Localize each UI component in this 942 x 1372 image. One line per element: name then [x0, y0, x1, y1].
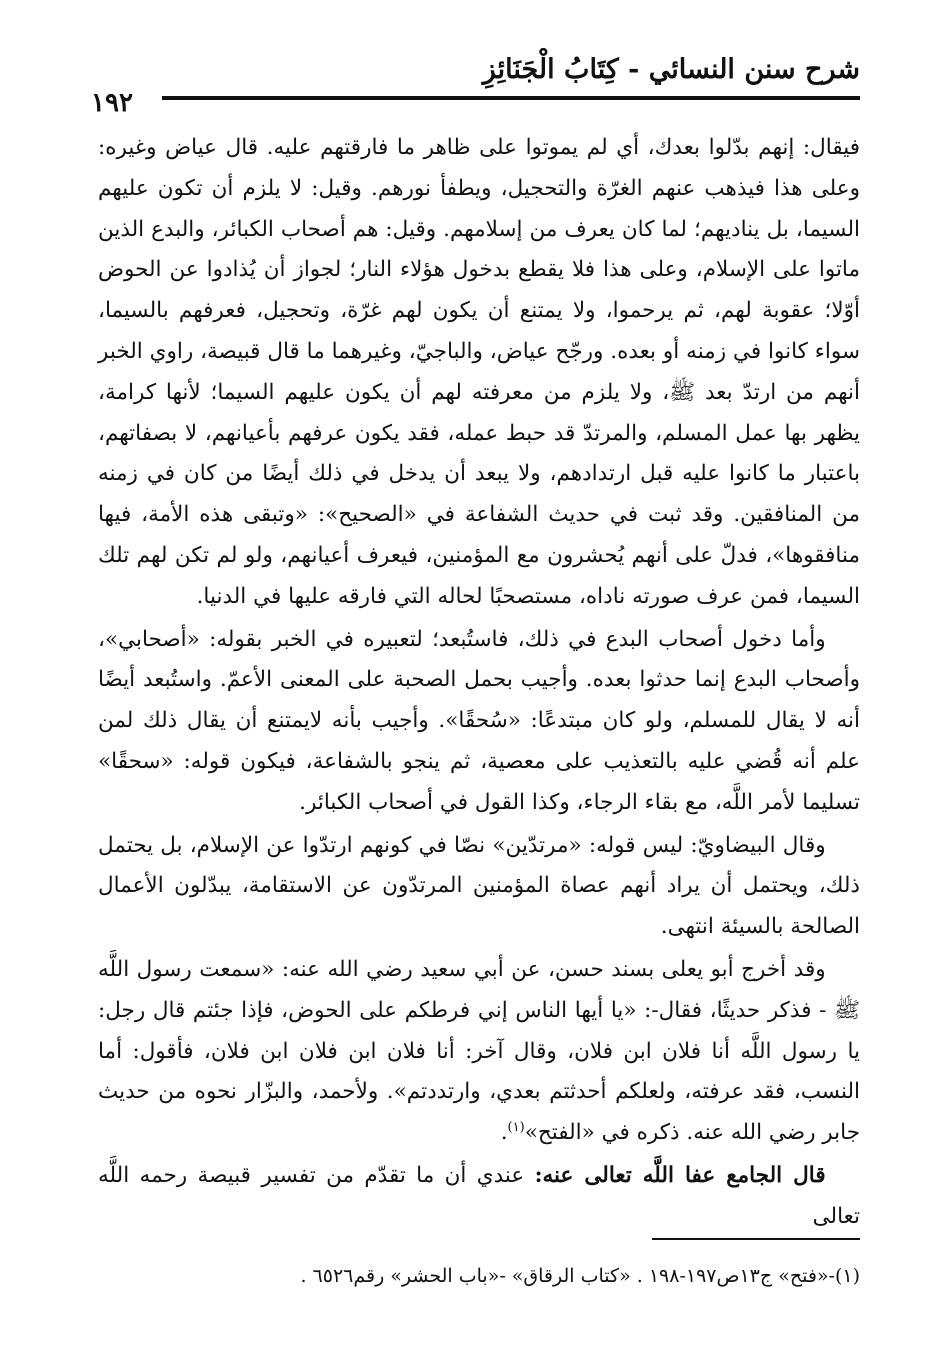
main-text: [98, 128, 860, 1238]
running-title: شرح سنن النسائي - كِتَابُ الْجَنَائِزِ: [482, 54, 860, 85]
paragraph-3: وقال البيضاويّ: ليس قوله: «مرتدّين» نصّا في كونهم ارتدّوا عن الإسلام، بل يحتمل ذلك، ويحتمل أن يراد أنهم عصاة المؤمنين المرتدّون عن الاستقامة، يبدّلون الأعمال الصالحة بالسيئة انتهى.: [98, 832, 860, 940]
paragraph-1: فيقال: إنهم بدّلوا بعدك، أي لم يموتوا على ظاهر ما فارقتهم عليه. قال عياض وغيره: وعلى هذا فيذهب عنهم الغرّة والتحجيل، ويطفأ نورهم. وقيل: لا يلزم أن تكون عليهم السيما، بل يناديهم؛ لما كان يعرف من إسلامهم. وقيل: هم أصحاب الكبائر، والبدع الذين ماتوا على الإسلام، وعلى هذا فلا يقطع بدخول هؤلاء النار؛ لجواز أن يُذادوا عن الحوض أوّلا؛ عقوبة لهم، ثم يرحموا، ولا يمتنع أن يكون لهم غرّة، وتحجيل، فعرفهم بالسيما، سواء كانوا في زمنه أو بعده. ورجّح عياض، والباجيّ، وغيرهما ما قال قبيصة، راوي الخبر أنهم من ارتدّ بعد ﷺ، ولا يلزم من معرفته لهم أن يكون عليهم السيما؛ لأنها كرامة، يظهر بها عمل المسلم، والمرتدّ قد حبط عمله، فقد يكون عرفهم بأعيانهم، لا بصفاتهم، باعتبار ما كانوا عليه قبل ارتدادهم، ولا يبعد أن يدخل في ذلك أيضًا من كان في زمنه من المنافقين. وقد ثبت في حديث الشفاعة في «الصحيح»: «وتبقى هذه الأمة، فيها منافقوها»، فدلّ على أنهم يُحشرون مع المؤمنين، فيعرف أعيانهم، ولو لم تكن لهم تلك السيما، فمن عرف صورته ناداه، مستصحبًا لحاله التي فارقه عليها في الدنيا.: [98, 135, 860, 609]
final-lead: قال الجامع عفا اللَّه تعالى عنه:: [534, 1162, 826, 1188]
footnote-ref: (١): [507, 1119, 525, 1135]
paragraph-4-text: وقد أخرج أبو يعلى بسند حسن، عن أبي سعيد رضي الله عنه: «سمعت رسول اللَّه ﷺ - فذكر حديثًا، فقال-: «يا أيها الناس إني فرطكم على الحوض، فإذا جئتم قال رجل: يا رسول اللَّه أنا فلان ابن فلان، وقال آخر: أنا فلان ابن فلان ابن فلان، فأقول: أما النسب، فقد عرفته، ولعلكم أحدثتم بعدي، وارتددتم». ولأحمد، والبزّار نحوه من حديث جابر رضي الله عنه. ذكره في «الفتح»: [98, 956, 860, 1146]
paragraph-4: [98, 950, 860, 1154]
paragraph-5-text: عندي أن ما تقدّم من تفسير قبيصة رحمه اللَّه تعالى: [98, 1162, 860, 1229]
page-number: ١٩٢: [62, 88, 162, 118]
footnote-1: (١)-«فتح» ج١٣ص١٩٧-١٩٨ . «كتاب الرقاق» -«باب الحشر» رقم٦٥٢٦ .: [300, 1265, 860, 1287]
paragraph-4-end: .: [500, 1120, 508, 1146]
footnote-rule: [652, 1238, 860, 1240]
paragraph-2: وأما دخول أصحاب البدع في ذلك، فاستُبعد؛ لتعبيره في الخبر بقوله: «أصحابي»، وأصحاب البدع إنما حدثوا بعده. وأجيب بحمل الصحبة على المعنى الأعمّ. واستُبعد أيضًا أنه لا يقال للمسلم، ولو كان مبتدعًا: «سُحقًا». وأجيب بأنه لايمتنع أن يقال ذلك لمن علم أنه قُضي عليه بالتعذيب على معصية، ثم ينجو بالشفاعة، فيكون قوله: «سحقًا» تسليما لأمر اللَّه، مع بقاء الرجاء، وكذا القول في أصحاب الكبائر.: [98, 626, 860, 815]
page-header: [62, 52, 860, 118]
header-rule: [62, 96, 860, 100]
paragraph-5: [98, 1156, 860, 1238]
